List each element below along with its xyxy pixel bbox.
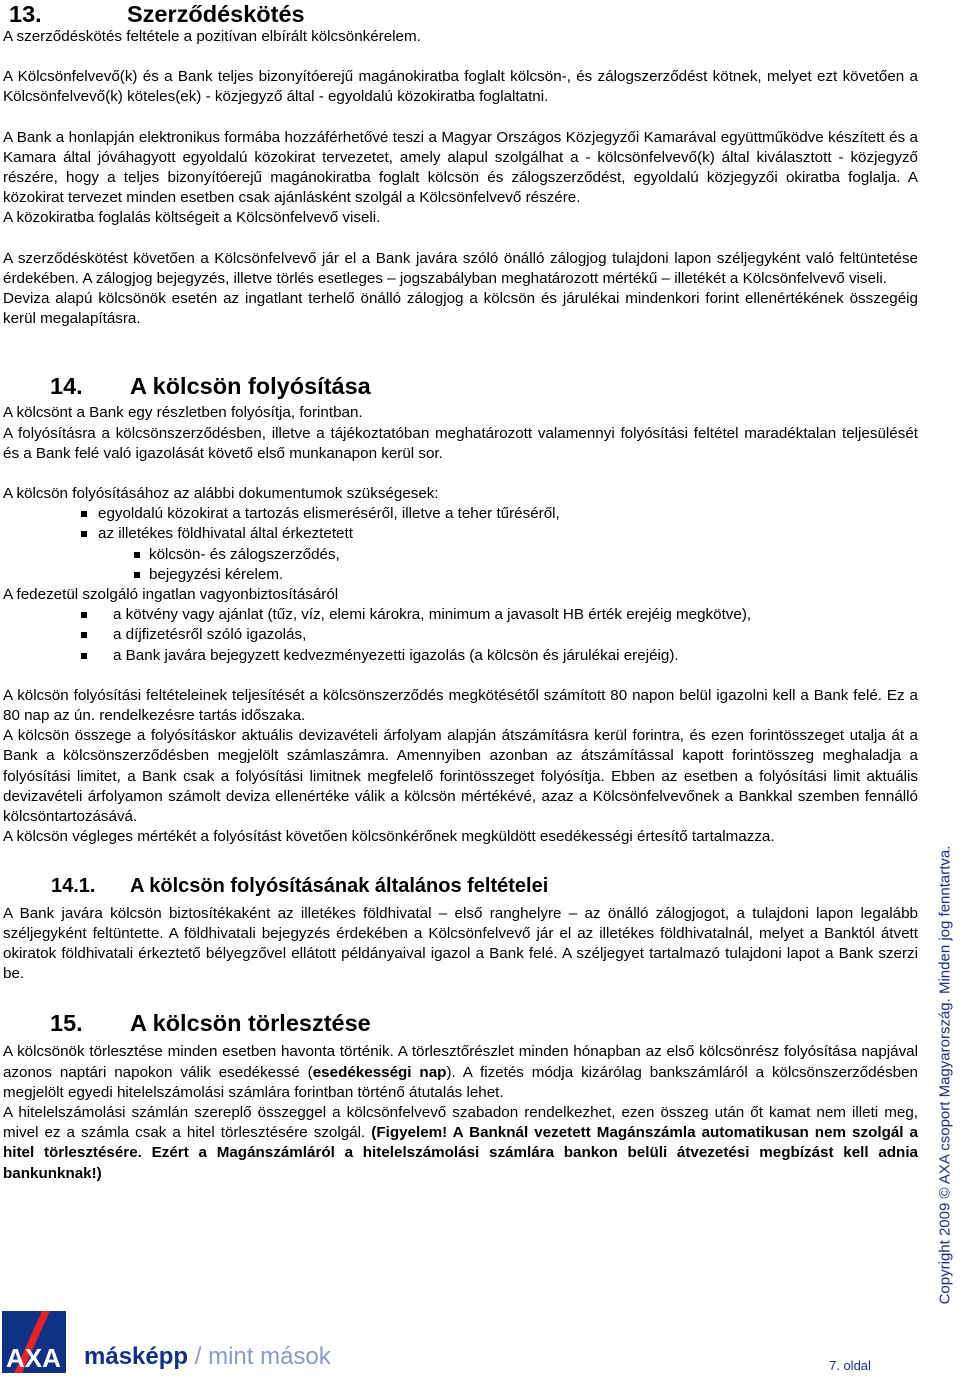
paragraph: A szerződéskötést követően a Kölcsönfelvevő jár el a Bank javára szóló önálló zálogjog tulajdoni lapon széljegyként való feltüntetése érdekében. A zálogjog bejegyzés, illetve törlés esetleges – jogszabályban meghatározott mértékű – illetékét a Kölcsönfelvevő viseli. <box>3 249 918 287</box>
bullet-icon <box>81 612 87 618</box>
section-14-1-heading <box>3 874 918 898</box>
list-item: a díjfizetésről szóló igazolás, <box>3 625 918 645</box>
section-title: A kölcsön folyósításának általános feltételei <box>130 874 549 897</box>
paragraph: A folyósításra a kölcsönszerződésben, illetve a tájékoztatóban meghatározott valamennyi folyósítási feltétel maradéktalan teljesülését és a Bank felé való igazolását követő első munkanapon kerül sor. <box>3 424 918 462</box>
paragraph: A kölcsön folyósítási feltételeinek teljesítését a kölcsönszerződés megkötésétől számított 80 napon belül igazolni kell a Bank felé. Ez a 80 nap az ún. rendelkezésre tartás időszaka. <box>3 686 918 725</box>
section-14-heading <box>3 373 918 399</box>
section-title: Szerződéskötés <box>127 1 305 27</box>
list-item: kölcsön- és zálogszerződés, <box>3 545 918 565</box>
bullet-icon <box>81 531 87 537</box>
paragraph: A fedezetül szolgáló ingatlan vagyonbiztosításáról <box>3 586 339 604</box>
paragraph: A kölcsönök törlesztése minden esetben havonta történik. A törlesztőrészlet minden hónapban az első kölcsönrész folyósítása napjával azonos naptári napokon válik esedékessé (esedékességi nap). A fizetés módja kizárólag bankszámláról a kölcsönszerződésben megjelölt egyedi hitelelszámolási számlára forintban történő átutalás lehet. <box>3 1043 919 1101</box>
content-column <box>3 0 918 1184</box>
list-item: egyoldalú közokirat a tartozás elismeréséről, illetve a teher tűréséről, <box>3 504 918 524</box>
page-number: 7. oldal <box>829 1358 871 1373</box>
section-number: 13. <box>9 1 42 27</box>
axa-logo <box>2 1311 66 1373</box>
paragraph: A közokiratba foglalás költségeit a Kölcsönfelvevő viseli. <box>3 209 381 227</box>
bullet-icon <box>81 511 87 517</box>
copyright-vertical <box>934 845 956 1305</box>
section-15-heading <box>3 1010 918 1036</box>
paragraph: A kölcsön folyósításához az alábbi dokumentumok szükségesek: <box>3 485 439 503</box>
emphasis: esedékességi nap <box>312 1063 447 1081</box>
axa-logo-icon <box>2 1311 66 1373</box>
paragraph: A kölcsön végleges mértékét a folyósítást követően kölcsönkérőnek megküldött esedékességi értesítő tartalmazza. <box>3 828 775 846</box>
bullet-icon <box>134 572 140 578</box>
bullet-icon <box>81 632 87 638</box>
logo-text: AXA <box>6 1343 61 1373</box>
list-item: bejegyzési kérelem. <box>3 565 918 585</box>
paragraph: A Bank a honlapján elektronikus formába hozzáférhetővé teszi a Magyar Országos Közjegyzői Kamarával együttműködve készített és a Kamara által jóváhagyott egyoldalú közokirat tervezetet, amely alapul szolgálhat a - kölcsönfelvevő(k) által kiválasztott - közjegyző részére, hogy a teljes bizonyítóerejű magánokiratba foglalt kölcsön és zálogszerződést, egyoldalú közjegyzői okiratba foglalja. A közokirat tervezet minden esetben csak ajánlásként szolgál a Kölcsönfelvevő részére. <box>3 128 918 207</box>
documents-list <box>3 504 918 585</box>
paragraph: A kölcsön összege a folyósításkor aktuális devizavételi árfolyam alapján átszámításra kerül forintra, és ezen forintösszeget utalja át a Bank a kölcsönszerződésben megjelölt számlaszámra. Amennyiben azonban az átszámítással kapott forintösszeg meghaladja a folyósítási limitet, a Bank csak a folyósítási limitnek megfelelő forintösszeget folyósítja. Ebben az esetben a folyósítási limit aktuális devizavételi árfolyamon számolt deviza ellenértéke válik a kölcsön mértékévé, azaz a Kölcsönfelvevőnek a Bankkal szemben fennálló kölcsöntartozásává. <box>3 727 918 826</box>
bullet-icon <box>134 552 140 558</box>
paragraph: A Kölcsönfelvevő(k) és a Bank teljes bizonyítóerejű magánokiratba foglalt kölcsön-, és zálogszerződést kötnek, melyet ezt követően a Kölcsönfelvevő(k) köteles(ek) - közjegyző által - egyoldalú közokiratba foglaltatni. <box>3 68 918 106</box>
section-number: 14.1. <box>51 874 96 897</box>
copyright-text: Copyright 2009 © AXA csoport Magyarország. Minden jog fenntartva. <box>936 845 954 1305</box>
paragraph: Deviza alapú kölcsönök esetén az ingatlant terhelő önálló zálogjog a kölcsön és járulékai mindenkori forint ellenértékének összegéig kerül megalapításra. <box>3 290 918 328</box>
section-number: 15. <box>50 1010 83 1037</box>
paragraph: A szerződéskötés feltétele a pozitívan elbírált kölcsönkérelem. <box>3 28 421 45</box>
section-title: A kölcsön törlesztése <box>130 1010 371 1037</box>
warning-note: (Figyelem! A Banknál vezetett Magánszámla automatikusan nem szolgál a hitel törlesztésére. Ezért a Magánszámláról a hitelelszámolási számlára bankon belüli átvezetési megbízást kell adnia bankunknak!) <box>3 1124 919 1182</box>
insurance-list <box>3 605 918 666</box>
paragraph: A hitelelszámolási számlán szereplő összeggel a kölcsönfelvevő szabadon rendelkezhet, ezen összeg után őt kamat nem illeti meg, mivel ez a számla csak a hitel törlesztésére szolgál. (Figyelem! A Banknál vezetett Magánszámla automatikusan nem szolgál a hitel törlesztésére. Ezért a Magánszámláról a hitelelszámolási számlára bankon belüli átvezetési megbízást kell adnia bankunknak!) <box>3 1103 919 1182</box>
bullet-icon <box>81 653 87 659</box>
list-item: a Bank javára bejegyzett kedvezményezetti igazolás (a kölcsön és járulékai erejéig). <box>3 646 918 666</box>
paragraph: A Bank javára kölcsön biztosítékaként az illetékes földhivatal – első ranghelyre – az önálló zálogjogot, a tulajdoni lapon legalább széljegyként feltüntette. A földhivatali bejegyzés érdekében a Kölcsönfelvevő jár el az illetékes földhivatalnál, melyet a Banktól átvett okiratok földhivatali érkeztető bélyegzővel ellátott példányaival igazol a Bank felé. A széljegyet tartalmazó tulajdoni lapot a Bank szerzi be. <box>3 904 918 983</box>
list-item: a kötvény vagy ajánlat (tűz, víz, elemi károkra, minimum a javasolt HB érték erejéig megkötve), <box>3 605 918 625</box>
list-item: az illetékes földhivatal által érkeztetett <box>3 524 918 544</box>
paragraph: A kölcsönt a Bank egy részletben folyósítja, forintban. <box>3 404 363 422</box>
section-title: A kölcsön folyósítása <box>130 373 371 400</box>
section-number: 14. <box>50 373 83 400</box>
section-13-heading <box>3 1 918 27</box>
slogan: másképp / mint mások <box>84 1343 331 1370</box>
